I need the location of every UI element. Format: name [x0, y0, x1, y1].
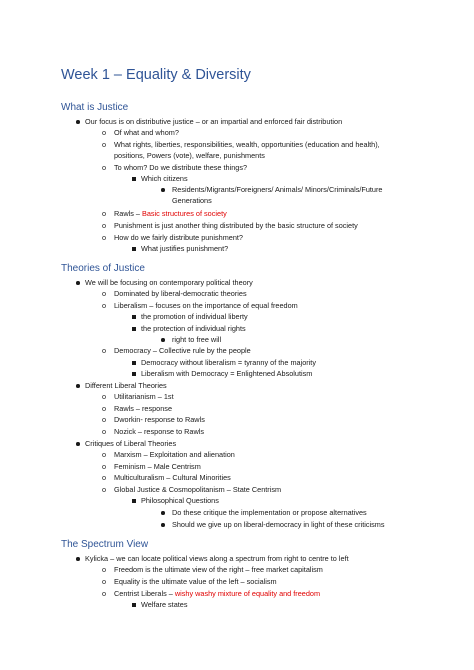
bullet-circle: o	[102, 565, 107, 574]
list-item: Liberalism – focuses on the importance of equal freedom	[114, 301, 298, 310]
bullet-square	[132, 499, 136, 503]
bullet-dot	[76, 281, 80, 285]
list-item: Residents/Migrants/Foreigners/ Animals/ Minors/Criminals/Future	[172, 185, 383, 194]
list-item: Kylicka – we can locate political views along a spectrum from right to centre to left	[85, 554, 349, 563]
bullet-dot	[161, 523, 165, 527]
bullet-circle: o	[102, 289, 107, 298]
list-item: Different Liberal Theories	[85, 381, 167, 390]
bullet-dot	[161, 511, 165, 515]
bullet-dot	[76, 384, 80, 388]
bullet-dot	[76, 120, 80, 124]
bullet-circle: o	[102, 221, 107, 230]
list-item: Feminism – Male Centrism	[114, 462, 201, 471]
bullet-circle: o	[102, 577, 107, 586]
bullet-circle: o	[102, 415, 107, 424]
bullet-dot	[161, 188, 165, 192]
list-item: Rawls – response	[114, 404, 172, 413]
list-item: Marxism – Exploitation and alienation	[114, 450, 235, 459]
bullet-square	[132, 315, 136, 319]
list-item: Multiculturalism – Cultural Minorities	[114, 473, 231, 482]
list-item: Dominated by liberal-democratic theories	[114, 289, 247, 298]
bullet-dot	[76, 442, 80, 446]
list-item: Which citizens	[141, 174, 188, 183]
list-item: Democracy without liberalism = tyranny of the majority	[141, 358, 316, 367]
bullet-square	[132, 247, 136, 251]
highlighted-text: Basic structures of society	[141, 209, 227, 218]
bullet-square	[132, 177, 136, 181]
list-item: Do these critique the implementation or propose alternatives	[172, 508, 367, 517]
list-item: What justifies punishment?	[141, 244, 229, 253]
list-item: Global Justice & Cosmopolitanism – State Centrism	[114, 485, 282, 494]
bullet-circle: o	[102, 485, 107, 494]
list-item: Should we give up on liberal-democracy in light of these criticisms	[172, 520, 385, 529]
list-item: Welfare states	[141, 600, 188, 609]
list-item: Of what and whom?	[114, 128, 179, 137]
list-item: How do we fairly distribute punishment?	[114, 233, 243, 242]
list-item: the promotion of individual liberty	[141, 312, 248, 321]
bullet-circle: o	[102, 233, 107, 242]
bullet-circle: o	[102, 392, 107, 401]
section-heading: What is Justice	[61, 102, 129, 113]
section-heading: The Spectrum View	[61, 539, 149, 550]
list-item: Punishment is just another thing distributed by the basic structure of society	[114, 221, 358, 230]
page-title: Week 1 – Equality & Diversity	[61, 67, 251, 83]
list-item-continuation: Generations	[172, 196, 212, 205]
bullet-square	[132, 372, 136, 376]
list-item: Critiques of Liberal Theories	[85, 439, 177, 448]
section-heading: Theories of Justice	[61, 263, 145, 274]
list-item: Freedom is the ultimate view of the right – free market capitalism	[114, 565, 323, 574]
bullet-square	[132, 603, 136, 607]
list-item: Philosophical Questions	[141, 496, 219, 505]
bullet-circle: o	[102, 404, 107, 413]
bullet-circle: o	[102, 140, 107, 149]
highlighted-text: wishy washy mixture of equality and freedom	[174, 589, 321, 598]
bullet-circle: o	[102, 589, 107, 598]
list-item	[114, 208, 227, 219]
list-item: the protection of individual rights	[141, 324, 246, 333]
list-item	[114, 588, 320, 599]
bullet-dot	[161, 338, 165, 342]
rawls-label: Rawls –	[114, 209, 142, 218]
bullet-circle: o	[102, 427, 107, 436]
list-item: Dworkin- response to Rawls	[114, 415, 205, 424]
list-item: We will be focusing on contemporary political theory	[85, 278, 253, 287]
bullet-square	[132, 361, 136, 365]
list-item: Equality is the ultimate value of the left – socialism	[114, 577, 277, 586]
bullet-circle: o	[102, 450, 107, 459]
bullet-circle: o	[102, 346, 107, 355]
bullet-circle: o	[102, 163, 107, 172]
bullet-circle: o	[102, 209, 107, 218]
bullet-circle: o	[102, 473, 107, 482]
list-item: What rights, liberties, responsibilities, wealth, opportunities (education and health),	[114, 140, 380, 149]
list-item: Nozick – response to Rawls	[114, 427, 205, 436]
list-item: Utilitarianism – 1st	[114, 392, 174, 401]
bullet-circle: o	[102, 301, 107, 310]
list-item: To whom? Do we distribute these things?	[114, 163, 248, 172]
bullet-circle: o	[102, 128, 107, 137]
list-item: Democracy – Collective rule by the people	[114, 346, 251, 355]
list-item: Our focus is on distributive justice – or an impartial and enforced fair distribution	[85, 117, 343, 126]
list-item: Liberalism with Democracy = Enlightened Absolutism	[141, 369, 313, 378]
list-item: right to free will	[172, 335, 222, 344]
bullet-circle: o	[102, 462, 107, 471]
centrist-label: Centrist Liberals –	[114, 589, 175, 598]
bullet-dot	[76, 557, 80, 561]
list-item-continuation: positions, Powers (vote), welfare, punishments	[114, 151, 265, 160]
bullet-square	[132, 327, 136, 331]
